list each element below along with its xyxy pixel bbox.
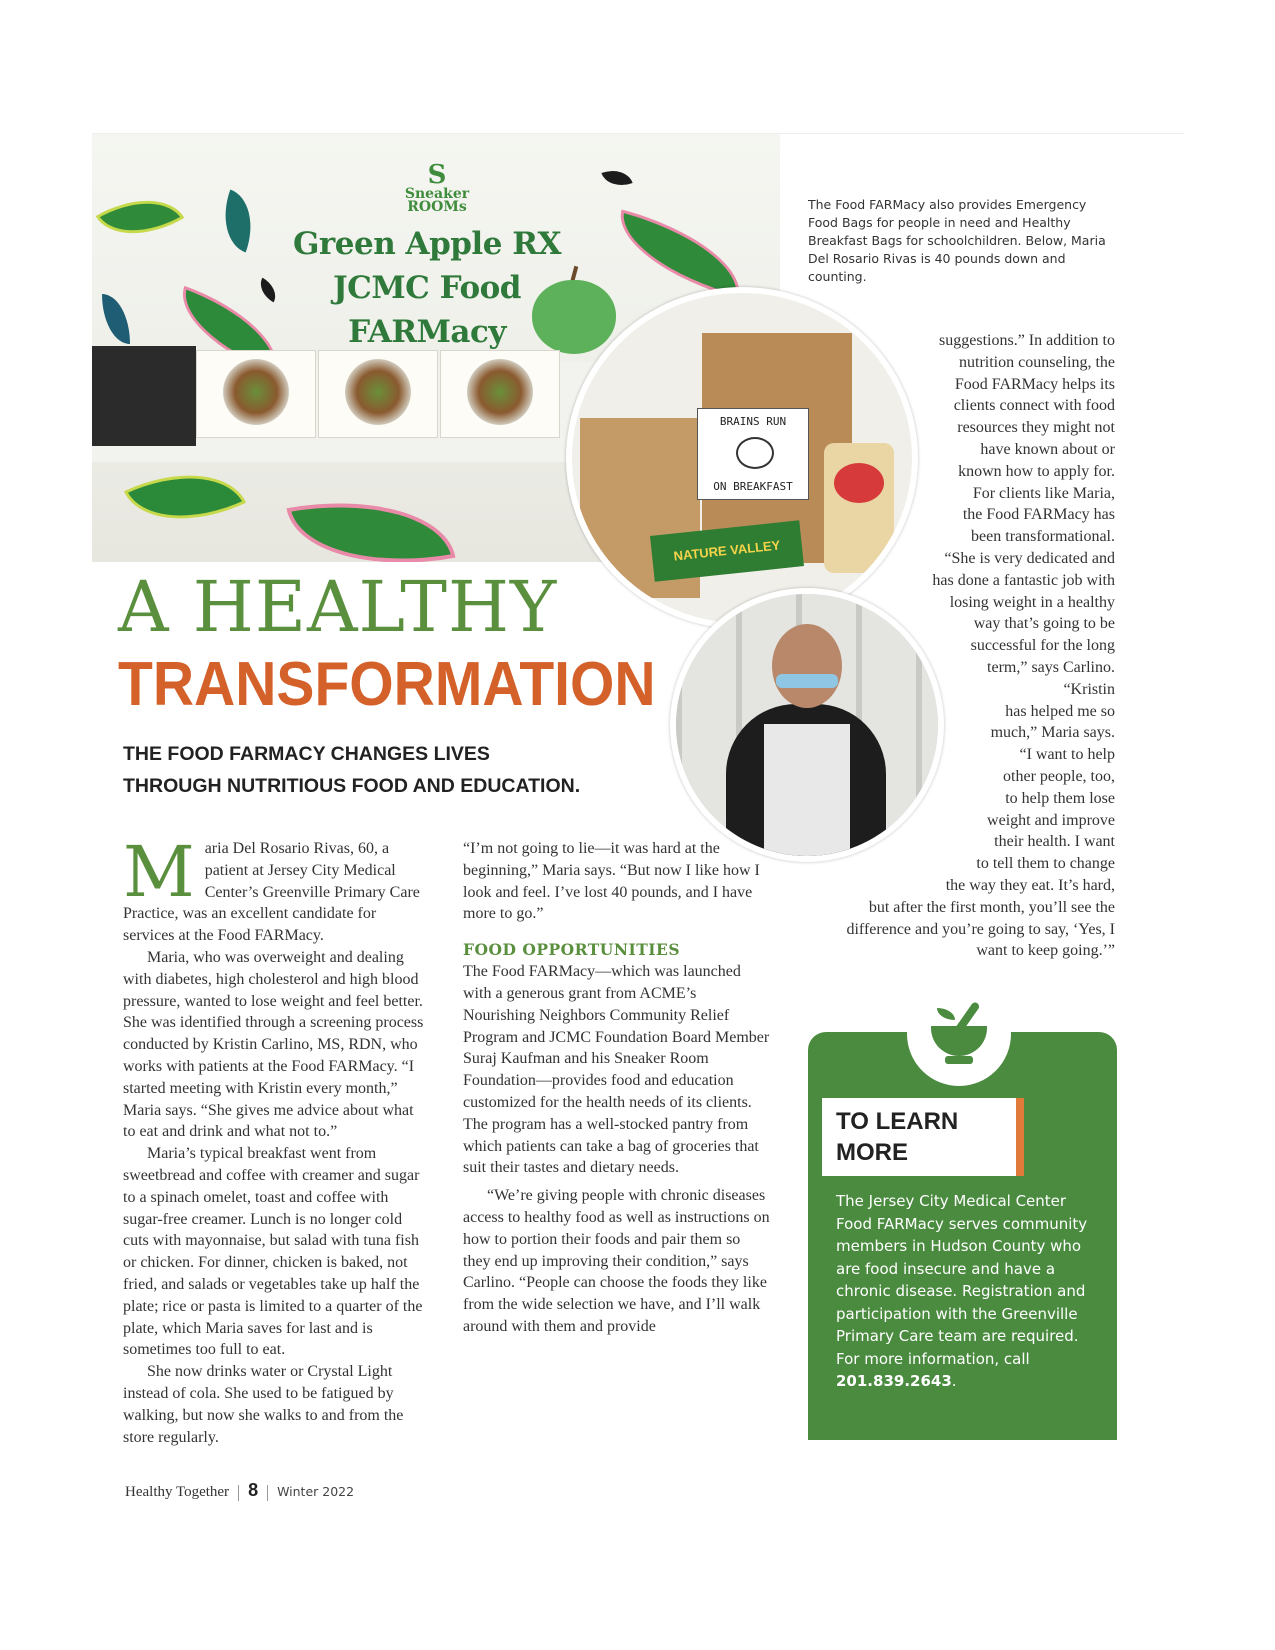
text-line: to help them lose xyxy=(1005,789,1115,807)
text-line: Food FARMacy helps its xyxy=(954,375,1115,393)
green-apple-graphic xyxy=(532,280,616,354)
wall-sign-text: Green Apple RX JCMC Food FARMacy xyxy=(292,226,562,350)
issue-season: Winter 2022 xyxy=(277,1484,355,1499)
text-line: “She is very dedicated and xyxy=(944,549,1115,567)
article-column-middle xyxy=(463,838,770,1338)
phone-number[interactable]: 201.839.2643 xyxy=(836,1372,952,1390)
text-line: difference and you’re going to say, ‘Yes, I xyxy=(846,920,1115,938)
drop-cap: M xyxy=(123,831,195,913)
leaf-decoration xyxy=(102,294,130,344)
text-line: to tell them to change xyxy=(976,855,1115,873)
headline-line2: TRANSFORMATION xyxy=(118,650,656,719)
article-column-right xyxy=(800,330,1115,962)
file-tray xyxy=(92,346,196,446)
text-line: have known about or xyxy=(980,440,1115,458)
text-line: “I want to help xyxy=(1019,746,1115,764)
text-line: other people, too, xyxy=(1003,767,1115,785)
text-line: been transformational. xyxy=(971,528,1115,546)
text-line: clients connect with food xyxy=(953,397,1115,415)
headline-line1: A HEALTHY xyxy=(118,566,558,648)
deck-subheading: THE FOOD FARMACY CHANGES LIVES THROUGH NUTRITIOUS FOOD AND EDUCATION. xyxy=(123,743,581,797)
text-line: “Kristin xyxy=(1063,680,1115,698)
text-line: way that’s going to be xyxy=(973,615,1115,633)
paragraph: “I’m not going to lie—it was hard at the beginning,” Maria says. “But now I like how I look and feel. I’ve lost 40 pounds, and I have more to go.” xyxy=(463,840,760,923)
section-heading: FOOD OPPORTUNITIES xyxy=(463,940,681,960)
article-column-left xyxy=(123,831,430,1448)
paragraph: She now drinks water or Crystal Light instead of cola. She used to be fatigued by walking, but now she walks to and from the store regularly. xyxy=(123,1363,404,1446)
text-line: but after the first month, you’ll see the xyxy=(868,898,1115,916)
page-footer xyxy=(125,1480,354,1501)
text-line: has done a fantastic job with xyxy=(932,571,1115,589)
learn-more-title: TO LEARN MORE xyxy=(836,1108,959,1166)
photo-caption: The Food FARMacy also provides Emergency Food Bags for people in need and Healthy Breakfast Bags for schoolchildren. Below, Maria Del Rosario Rivas is 40 pounds down and counting. xyxy=(808,197,1106,284)
paragraph: “We’re giving people with chronic diseases access to healthy food as well as instructions on how to portion their foods and pair them so they end up improving their condition,” says Carlino. “People can choose the foods they like from the wide selection we have, and I’ll walk around with them and provide xyxy=(463,1187,770,1335)
brain-drawing xyxy=(736,437,774,469)
text-line: weight and improve xyxy=(987,811,1115,829)
text-line: resources they might not xyxy=(957,419,1115,437)
leaf-decoration xyxy=(254,278,281,303)
leaf-decoration xyxy=(607,209,753,298)
leaf-decoration xyxy=(212,189,264,252)
mortar-pestle-icon xyxy=(907,982,1011,1086)
text-line: term,” says Carlino. xyxy=(987,658,1115,676)
tab-bracket xyxy=(1016,1098,1024,1176)
text-line: want to keep going.’” xyxy=(976,942,1115,960)
text-line: nutrition counseling, the xyxy=(959,353,1115,371)
portion-plate-poster xyxy=(440,350,560,438)
paragraph: The Food FARMacy—which was launched with a generous grant from ACME’s Nourishing Neighbors Community Relief Program and JCMC Foundation Board Member Suraj Kaufman and his Sneaker Room Foundation—provides food and education customized for the health needs of its clients. The program has a well-stocked pantry from which patients can take a bag of groceries that suit their tastes and dietary needs. xyxy=(463,963,770,1177)
text-line: successful for the long xyxy=(970,637,1115,655)
learn-more-text: The Jersey City Medical Center Food FARMacy serves community members in Hudson County who are food insecure and have a chronic disease. Registration and participation with the Greenville Primary Care team are required. For more information, call 201.839.2643. xyxy=(836,1192,1088,1390)
leaf-decoration xyxy=(601,164,632,192)
brains-run-sign: BRAINS RUN ON BREAKFAST xyxy=(697,408,809,500)
page-number: 8 xyxy=(248,1480,259,1500)
paragraph: aria Del Rosario Rivas, 60, a patient at Jersey City Medical Center’s Greenville Primary Care Practice, was an excellent candidate for services at the Food FARMacy. xyxy=(123,840,420,945)
text-line: suggestions.” In addition to xyxy=(939,332,1115,349)
text-line: the Food FARMacy has xyxy=(962,506,1115,524)
paragraph: Maria, who was overweight and dealing with diabetes, high cholesterol and high blood pressure, wanted to lose weight and feel better. She was identified through a screening process conducted by Kristin Carlino, MS, RDN, who works with patients at the Food FARMacy. “I started meeting with Kristin every month,” Maria says. “She gives me advice about what to eat and drink and what not to.” xyxy=(123,948,424,1141)
leaf-decoration xyxy=(96,178,185,256)
portion-plate-poster xyxy=(196,350,316,438)
text-line: known how to apply for. xyxy=(958,462,1115,480)
text-line: has helped me so xyxy=(1005,702,1115,720)
granola-bar: NATURE VALLEY xyxy=(650,520,804,581)
publication-name: Healthy Together xyxy=(125,1484,230,1500)
leaf-decoration xyxy=(286,481,455,562)
text-line: much,” Maria says. xyxy=(990,724,1115,742)
paragraph: Maria’s typical breakfast went from sweetbread and coffee with creamer and sugar to a spinach omelet, toast and coffee with sugar-free creamer. Lunch is no longer cold cuts with mayonnaise, but salad with tuna fish or chicken. For dinner, chicken is baked, not fried, and salads or vegetables take up half the plate; rice or pasta is limited to a quarter of the plate, which Maria saves for last and is sometimes too full to eat. xyxy=(123,1145,423,1359)
text-line: their health. I want xyxy=(994,833,1115,851)
text-line: the way they eat. It’s hard, xyxy=(945,876,1115,894)
text-line: losing weight in a healthy xyxy=(949,593,1115,611)
sneaker-room-logo: S Sneaker ROOMs xyxy=(404,160,470,215)
text-line: For clients like Maria, xyxy=(972,484,1115,502)
portion-plate-poster xyxy=(318,350,438,438)
